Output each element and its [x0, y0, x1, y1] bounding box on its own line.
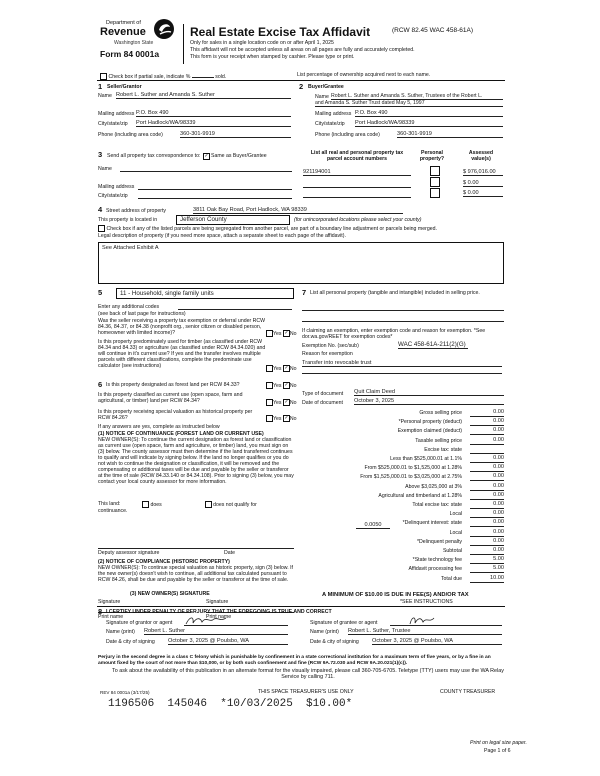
calc-row-value[interactable]: 0.00 [470, 501, 504, 509]
grantee-signature[interactable] [390, 613, 502, 626]
segregate-row [98, 225, 437, 232]
grantee-name-label: Name (print) [310, 629, 339, 635]
doc-type-label: Type of document [302, 391, 344, 397]
seller-title: Seller/Grantor [107, 84, 142, 90]
seller-section [98, 82, 293, 144]
certification-section [98, 607, 506, 655]
calc-row-label: *Personal property (deduct) [398, 419, 462, 426]
land-use-number: 5 [98, 288, 103, 297]
calc-row-value[interactable]: 0.00 [470, 519, 504, 527]
calc-row-value[interactable]: 0.00 [470, 510, 504, 518]
current-use-yes-label: Yes [273, 399, 282, 406]
historic-no-checkbox[interactable]: ✓ [284, 415, 289, 421]
deputy-date-label: Date [224, 550, 235, 556]
correspondence-number: 3 [98, 150, 103, 159]
local-rate-field[interactable]: 0.0050 [356, 522, 390, 529]
buyer-name-label: Name [315, 94, 329, 100]
calc-row-value[interactable]: 0.00 [470, 547, 504, 555]
same-as-buyer-label: Same as Buyer/Grantee [211, 153, 267, 159]
calc-row-label: Local [449, 529, 462, 536]
new-owner-sig-label-2: Signature [206, 599, 229, 605]
corr-city-label: City/state/zip [98, 193, 128, 199]
calc-row-value[interactable] [470, 446, 504, 454]
personal-property-line-1[interactable] [302, 310, 504, 311]
q1-yes-label: Yes [273, 330, 282, 337]
calc-row-value[interactable]: 0.00 [470, 483, 504, 491]
q1-answer [266, 330, 297, 337]
grantee-sig-label: Signature of grantee or agent [310, 620, 378, 626]
does-qualify-checkbox[interactable] [142, 501, 149, 508]
certification-number: 8 [98, 607, 103, 616]
personal-property-number: 7 [302, 288, 307, 297]
treasurer-use-label: THIS SPACE TREASURER'S USE ONLY [258, 689, 354, 695]
county-value: Jefferson County [180, 216, 227, 223]
buyer-section [299, 82, 505, 144]
calc-row-value[interactable]: 0.00 [470, 455, 504, 463]
buyer-city-label: City/state/zip [315, 121, 345, 127]
q2-yes-checkbox[interactable] [266, 365, 273, 372]
notice1-title: (1) NOTICE OF CONTINUANCE (FOREST LAND OR CURRENT USE) [98, 431, 264, 437]
parcel-col-header: List all real and personal property tax parcel account numbers [310, 150, 404, 162]
calc-row-value[interactable]: 5.00 [470, 565, 504, 573]
exemption-no-label: Exemption No. (sec/sub) [302, 343, 359, 349]
buyer-number: 2 [299, 82, 304, 91]
header-rule [97, 80, 505, 81]
notice2-title: (2) NOTICE OF COMPLIANCE (HISTORIC PROPERTY) [98, 559, 230, 565]
corr-name-label: Name [98, 166, 112, 172]
grantor-signature[interactable] [184, 613, 288, 626]
assessed-value-3[interactable]: $ 0.00 [463, 190, 503, 197]
new-owner-sig-label-1: Signature [98, 599, 121, 605]
exemption-no-field[interactable]: WAC 458-61A-211(2)(G) [398, 341, 468, 349]
q2-yes-label: Yes [273, 365, 282, 372]
grantor-name-label: Name (print) [106, 629, 135, 635]
seller-city-field[interactable]: Port Hadlock/WA/98339 [136, 120, 291, 127]
calc-row-value[interactable]: 0.00 [470, 437, 504, 445]
new-owner-print-label-1: Print name [98, 614, 124, 620]
current-use-yes-checkbox[interactable] [266, 399, 273, 406]
reason-label: Reason for exemption [302, 351, 353, 357]
corr-addr-field[interactable] [138, 189, 292, 190]
seller-addr-label: Mailing address [98, 111, 135, 117]
county-note: (for unincorporated locations please select your county) [294, 217, 422, 223]
grantor-date-field[interactable]: October 3, 2025 @ Poulsbo, WA [168, 638, 288, 645]
does-label: does [150, 501, 162, 508]
does-not-label: does not qualify for [213, 501, 257, 508]
see-back-note: (see back of last page for instructions) [98, 311, 186, 317]
calc-row-label: Taxable selling price [415, 437, 462, 444]
partial-sale-row [100, 72, 226, 80]
forest-question: Is this property designated as forest land per RCW 84.33? [106, 382, 240, 388]
calc-row-label: Above $3,025,000 at 3% [405, 483, 462, 490]
calc-row-label: From $525,000.01 to $1,525,000 at 1.28% [364, 465, 462, 472]
grantor-sig-label: Signature of grantor or agent [106, 620, 173, 626]
calc-row-label: Less than $525,000.01 at 1.1% [390, 456, 462, 462]
property-section [98, 204, 506, 284]
legal-desc-value: See Attached Exhibit A [102, 245, 159, 251]
form-rcw: (RCW 82.45 WAC 458-61A) [392, 27, 474, 34]
parcel-number-3[interactable] [303, 191, 411, 198]
parcel-number-2[interactable] [303, 181, 411, 188]
current-use-no-label: No [289, 399, 297, 406]
calc-row-value[interactable]: 0.00 [470, 529, 504, 537]
buyer-name-line1[interactable]: Robert L. Suther and Amanda S. Suther, Trustees of the Robert L. [331, 93, 503, 100]
calc-row-value[interactable]: 0.00 [470, 418, 504, 426]
buyer-phone-label: Phone (including area code) [315, 132, 380, 138]
q1-yes-checkbox[interactable] [266, 330, 273, 337]
q2-no-label: No [289, 365, 297, 372]
legal-desc-label: Legal description of property (if you need more space, attach a separate sheet to each page of the affidavit). [98, 233, 346, 239]
cashier-stamp: 1196506 145046 *10/03/2025 $10.00* [108, 698, 353, 710]
exemption-instructions: If claiming an exemption, enter exemption code and reason for exemption. *See dor.wa.gov/REET for exemption codes* [302, 328, 486, 340]
new-owner-sig-title: (3) NEW OWNER(S) SIGNATURE [130, 591, 210, 597]
located-label: This property is located in [98, 217, 158, 223]
seller-number: 1 [98, 82, 103, 91]
forest-no-label: No [289, 382, 297, 389]
street-label: Street address of property [106, 208, 166, 214]
doc-date-label: Date of document [302, 400, 343, 406]
additional-codes-field[interactable] [178, 309, 292, 310]
minimum-due-note: A MINIMUM OF $10.00 IS DUE IN FEE(S) AND/OR TAX [322, 592, 469, 598]
personal-property-line-2[interactable] [302, 321, 504, 322]
timber-question: Is this property predominately used for timber (as classified under RCW 84.34 and 84.33) or agriculture (as classified under RCW 84.34.020) and will continue in it's current use? If yes and the transfer involves multiple parcels with different classifications, complete the predominate use calculator (see instructions) [98, 339, 266, 369]
calc-row-label: Total due [440, 575, 462, 582]
additional-codes-label: Enter any additional codes [98, 304, 160, 310]
calc-row-value[interactable]: 0.00 [470, 427, 504, 435]
assessed-value-1[interactable]: $ 976,016.00 [463, 169, 503, 176]
doc-date-field[interactable]: October 3, 2025 [354, 398, 504, 405]
q2-answer [266, 365, 297, 372]
calc-row-label: Affidavit processing fee [408, 566, 462, 573]
calc-row-label: Subtotal [442, 548, 462, 554]
calc-row-label: *Delinquent interest: state [402, 520, 462, 527]
current-use-no-checkbox[interactable]: ✓ [284, 399, 289, 405]
grantee-signature-scribble-icon [390, 614, 440, 626]
tax-calculation [302, 408, 506, 598]
land-use-section [98, 288, 296, 378]
partial-sold-label: sold. [215, 74, 227, 80]
header-line2: This affidavit will not be accepted unless all areas on all pages are fully and accurately completed. [190, 47, 415, 53]
certification-text: I CERTIFY UNDER PENALTY OF PERJURY THAT THE FOREGOING IS TRUE AND CORRECT [106, 609, 332, 615]
deputy-signature-label: Deputy assessor signature [98, 550, 160, 556]
calc-row-value[interactable]: 10.00 [470, 575, 504, 583]
header-line1: Only for sales in a single location code on or after April 1, 2025 [190, 40, 334, 46]
seller-name-field[interactable]: Robert L. Suther and Amanda S. Suther [116, 92, 291, 99]
calc-row-label: *Delinquent penalty [417, 538, 462, 545]
buyer-addr-field[interactable]: P.O. Box 490 [355, 110, 503, 117]
calc-row-label: Agricultural and timberland at 1.28% [378, 492, 462, 499]
deputy-signature-field[interactable] [98, 548, 294, 549]
state-text: Washington State [114, 40, 154, 46]
forest-yes-checkbox[interactable] [266, 382, 273, 389]
segregate-label: Check box if any of the listed parcels are being segregated from another parcel, are part of a boundary line adjustment or parcels being merged. [106, 225, 437, 232]
revenue-logo [98, 18, 188, 66]
historic-answer [266, 415, 297, 422]
land-use-value: 11 - Household, single family units [120, 290, 214, 297]
county-select[interactable] [176, 215, 290, 225]
current-use-question: Is this property classified as current use (open space, farm and agricultural, or timber) land per RCW 84.34? [98, 392, 243, 404]
personal-property-section [302, 288, 506, 384]
seller-name-label: Name [98, 93, 112, 99]
calc-row-label: Gross selling price [419, 410, 462, 416]
calc-row-value[interactable]: 5.00 [470, 556, 504, 564]
buyer-city-field[interactable]: Port Hadlock/WA/98339 [355, 120, 503, 127]
calc-row-value[interactable]: 0.00 [470, 464, 504, 472]
historic-yes-label: Yes [273, 415, 282, 422]
header-divider [183, 24, 184, 64]
calc-row-value[interactable]: 0.00 [470, 492, 504, 500]
buyer-name-line2[interactable]: and Amanda S. Suther Trust dated May 5, 1997 [315, 100, 503, 107]
assessed-value-2[interactable]: $ 0.00 [463, 180, 503, 187]
if-any-yes-note: If any answers are yes, complete as instructed below [98, 424, 220, 430]
new-owner-print-label-2: Print name [206, 614, 232, 620]
land-use-select[interactable] [116, 288, 294, 299]
partial-percent-field[interactable] [192, 72, 214, 78]
historic-question: Is this property receiving special valuation as historical property per RCW 84.26? [98, 409, 253, 421]
calc-row-value[interactable]: 0.00 [470, 409, 504, 417]
grantee-date-label: Date & city of signing [310, 639, 359, 645]
legal-desc-box[interactable] [98, 242, 504, 284]
buyer-title: Buyer/Grantee [308, 84, 344, 90]
corr-city-field[interactable] [138, 198, 292, 199]
calc-row-label: *State technology fee [412, 557, 462, 564]
seller-phone-field[interactable]: 360-301-9919 [180, 131, 291, 138]
grantor-date-label: Date & city of signing [106, 639, 155, 645]
ownership-note: List percentage of ownership acquired next to each name. [297, 72, 431, 78]
property-number: 4 [98, 205, 103, 214]
calc-row-label: Excise tax: state [424, 446, 462, 453]
land-qualify-row [142, 501, 257, 508]
revenue-text: Revenue [100, 26, 146, 38]
grantee-name-field[interactable]: Robert L. Suther, Trustee [348, 628, 502, 635]
street-field[interactable]: 3811 Oak Bay Road, Port Hadlock, WA 98339 [193, 207, 403, 214]
q2-no-checkbox[interactable]: ✓ [284, 365, 289, 371]
calc-row-label: Local [449, 511, 462, 518]
perjury-notice: Perjury in the second degree is a class C felony which is punishable by confinement in a state correctional institution for a maximum term of five years, or by a fine in an amount fixed by the court of not more than $10,000, or by both such confinement and fine (RCW 9A.72.030 and RCW 9A.20.021(1)(c)). [98, 655, 491, 666]
dept-of-text: Department of [106, 20, 141, 26]
corr-addr-label: Mailing address [98, 184, 135, 190]
correspondence-text: Send all property tax correspondence to: [107, 153, 201, 159]
designation-number: 6 [98, 380, 103, 389]
forest-yes-label: Yes [273, 382, 282, 389]
calc-row-value[interactable]: 0.00 [470, 473, 504, 481]
corr-name-field[interactable] [120, 171, 292, 172]
legal-size-note: Print on legal size paper. [470, 740, 527, 746]
notice2-text: NEW OWNER(S): To continue special valuation as historic property, sign (3) below. If the new owner(s) doesn't wish to continue, all additional tax calculated pursuant to RCW 84.26, shall be due and payable by the seller or transferor at the time of sale. [98, 565, 293, 583]
current-use-answer [266, 399, 297, 406]
doc-type-field[interactable]: Quit Claim Deed [354, 389, 504, 396]
buyer-addr-label: Mailing address [315, 111, 352, 117]
reason-field[interactable]: Transfer into revocable trust [302, 360, 502, 367]
see-instructions-note: *SEE INSTRUCTIONS [400, 599, 453, 605]
revision-label: REV 84 0001a (3/17/25) [100, 690, 150, 695]
forest-answer [266, 382, 297, 389]
does-not-qualify-checkbox[interactable] [205, 501, 212, 508]
calc-row-label: From $1,525,000.01 to $3,025,000 at 2.75% [360, 474, 462, 481]
calc-row-value[interactable]: 0.00 [470, 538, 504, 546]
historic-no-label: No [289, 415, 297, 422]
calc-row-label: Exemption claimed (deduct) [397, 428, 462, 435]
seller-phone-label: Phone (including area code) [98, 132, 163, 138]
same-as-buyer-checkbox[interactable]: ✓ [204, 153, 209, 159]
calc-row-label: Total excise tax: state [412, 502, 462, 508]
personal-property-text: List all personal property (tangible and intangible) included in selling price. [310, 290, 480, 296]
parcel-table [303, 148, 505, 202]
page-number: Page 1 of 6 [484, 748, 511, 754]
form-number: Form 84 0001a [100, 49, 160, 59]
q1-no-checkbox[interactable]: ✓ [284, 330, 289, 336]
parcel-number-1[interactable]: 921194001 [303, 169, 411, 176]
seller-city-label: City/state/zip [98, 121, 128, 127]
notice1-text: NEW OWNER(S): To continue the current designation as forest land or classification as current use (open space, farm and agriculture, or timber) land, you must sign on (3) below. The county assessor must then determine if the land transferred continues to qualify and will indicate by signing below. If the land no longer qualifies or you do not wish to continue the designation or classification, it will be removed and the compensating or additional taxes will be due and payable by the seller or transferor at the time of sale (RCW 84.33.140 or 84.34.108). Prior to signing (3) below, you may contact your local county assessor for more information. [98, 437, 294, 485]
personal-col-header: Personal property? [419, 150, 445, 162]
correspondence-section [98, 148, 293, 198]
historic-yes-checkbox[interactable] [266, 415, 273, 422]
grantee-date-field[interactable]: October 3, 2025 @ Poulsbo, WA [372, 638, 502, 645]
partial-sale-label: Check box if partial sale, indicate % [108, 74, 191, 80]
reason-line-2[interactable] [302, 373, 502, 374]
personal-property-checkbox-2[interactable] [430, 177, 440, 187]
form-title: Real Estate Excise Tax Affidavit [190, 25, 371, 39]
grantor-signature-scribble-icon [184, 614, 234, 626]
assessed-col-header: Assessed value(s) [468, 150, 494, 162]
seller-addr-field[interactable]: P.O. Box 490 [136, 110, 291, 117]
forest-no-checkbox[interactable]: ✓ [284, 382, 289, 388]
segregate-checkbox[interactable] [98, 225, 105, 232]
personal-property-checkbox-1[interactable] [430, 166, 440, 176]
buyer-phone-field[interactable]: 360-301-9919 [397, 131, 503, 138]
exemption-question: Was the seller receiving a property tax exemption or deferral under RCW 84.36, 84.37, or 84.38 (nonprofit org., senior citizen or disabled person, homeowner with limited income)? [98, 318, 266, 336]
county-treasurer-label: COUNTY TREASURER [440, 689, 496, 695]
grantor-name-field[interactable]: Robert L. Suther [144, 628, 288, 635]
q1-no-label: No [289, 330, 297, 337]
header-line3: This form is your receipt when stamped by cashier. Please type or print. [190, 54, 355, 60]
accessibility-notice: To ask about the availability of this publication in an alternate format for the visually impaired, please call 360-705-6705. Teletype (TTY) users may use the WA Relay Service by calling 711. [112, 668, 504, 680]
personal-property-checkbox-3[interactable] [430, 188, 440, 198]
logo-swoosh-icon [153, 18, 175, 40]
this-land-label: This land: [98, 501, 121, 507]
continuance-label: continuance. [98, 508, 128, 514]
